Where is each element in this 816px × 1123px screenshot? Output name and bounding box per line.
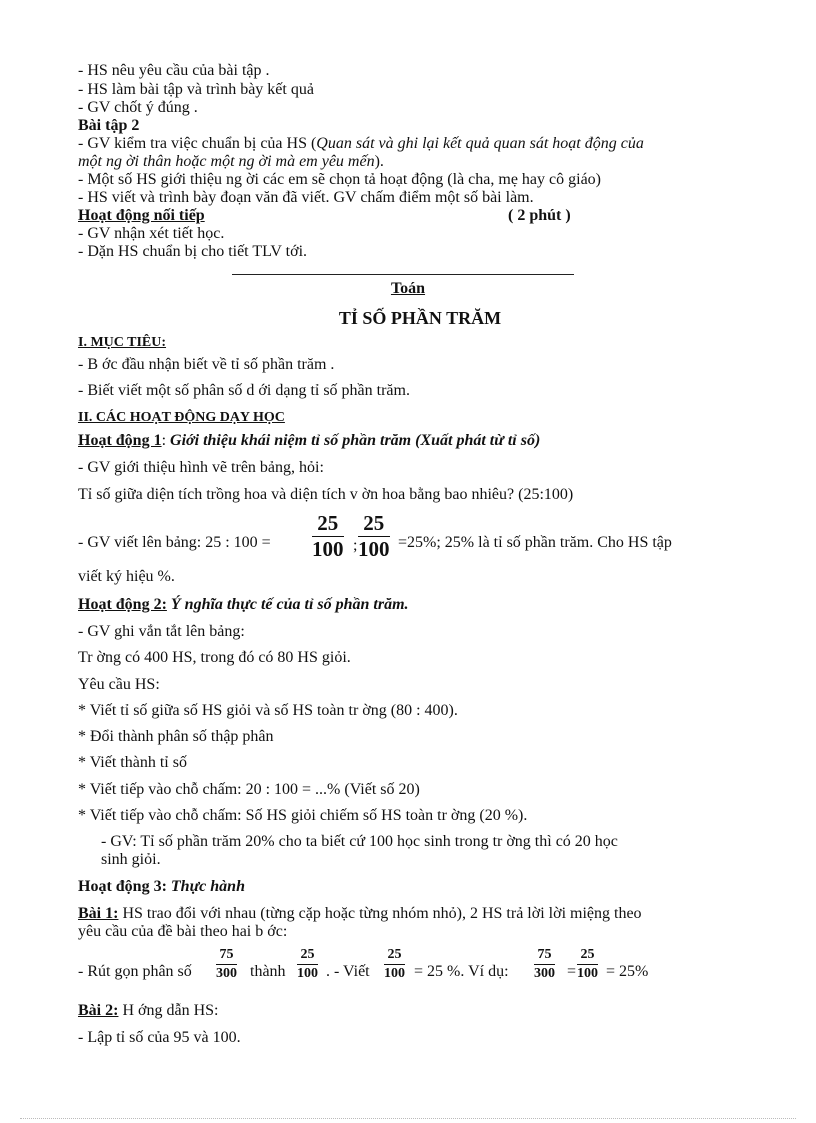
denominator: 100 [312,537,344,561]
text-segment: = 25% [606,963,649,980]
text-segment: - GV viết lên bảng: 25 : 100 = [78,534,271,551]
section-heading: II. CÁC HOẠT ĐỘNG DẠY HỌC [78,410,285,425]
text-segment: một ng ời thân hoặc một ng ời mà em yêu mến [78,153,375,170]
exercise-label: Bài 1: [78,905,119,922]
denominator: 300 [534,966,555,981]
text-segment: thành [250,963,286,980]
text-line [78,905,642,923]
text-segment: = [567,963,577,980]
denominator: 100 [577,966,598,981]
text-segment: H ớng dẫn HS: [118,1002,219,1019]
numerator: 25 [577,948,598,965]
text-line: - GV nhận xét tiết học. [78,225,225,242]
text-line: viết ký hiệu %. [78,568,175,585]
text-line: - Biết viết một số phân số d ới dạng tỉ số phần trăm. [78,382,410,399]
fraction [358,513,390,560]
activity-heading [78,596,409,614]
text-line [78,1002,218,1020]
numerator: 25 [358,513,390,537]
numerator: 25 [297,948,318,965]
page-bottom-border [20,1118,796,1119]
fraction [312,513,344,560]
text-segment: - GV kiểm tra việc chuẩn bị của HS ( [78,135,317,152]
text-line: - B ớc đầu nhận biết về tỉ số phần trăm . [78,356,335,373]
text-line: sinh giỏi. [101,851,161,868]
fraction [216,948,237,981]
text-line: - HS viết và trình bày đoạn văn đã viết. GV chấm điểm một số bài làm. [78,189,534,206]
text-line: - Lập tỉ số của 95 và 100. [78,1029,241,1046]
text-segment: ; [353,537,358,554]
numerator: 75 [534,948,555,965]
text-line: - HS làm bài tập và trình bày kết quả [78,81,314,98]
text-line: * Viết tiếp vào chỗ chấm: Số HS giỏi chiếm số HS toàn tr ờng (20 %). [78,807,528,824]
fraction [534,948,555,981]
denominator: 300 [216,966,237,981]
numerator: 25 [312,513,344,537]
activity-heading [78,878,245,896]
separator-line [232,274,574,275]
exercise-label: Bài 2: [78,1002,119,1019]
fraction [297,948,318,981]
activity-label: Hoạt động 2: [78,596,167,613]
activity-heading [78,432,540,450]
text-line [78,153,384,171]
text-segment: - Rút gọn phân số [78,963,192,980]
text-segment: : [161,432,171,449]
text-line: - GV: Tỉ số phần trăm 20% cho ta biết cứ 100 học sinh trong tr ờng thì có 20 học [101,833,618,850]
text-line: Yêu cầu HS: [78,676,160,693]
denominator: 100 [384,966,405,981]
activity-text: Ý nghĩa thực tế của tỉ số phần trăm. [166,596,409,613]
section-heading: I. MỤC TIÊU: [78,335,167,350]
fraction [384,948,405,981]
lesson-title: TỈ SỐ PHẦN TRĂM [338,308,502,328]
activity-heading: Hoạt động nối tiếp [78,207,205,224]
text-line: Tỉ số giữa diện tích trồng hoa và diện tích v ờn hoa bằng bao nhiêu? (25:100) [78,486,574,503]
activity-time: ( 2 phút ) [508,207,571,224]
text-line [78,135,644,153]
fraction [577,948,598,981]
text-line: * Viết thành tỉ số [78,754,187,771]
text-line: - GV giới thiệu hình vẽ trên bảng, hỏi: [78,459,324,476]
text-segment: = 25 %. Ví dụ: [414,963,509,980]
exercise-heading: Bài tập 2 [78,117,140,134]
activity-text: Thực hành [170,878,245,895]
text-line: - Dặn HS chuẩn bị cho tiết TLV tới. [78,243,308,260]
text-line: - GV ghi vắn tắt lên bảng: [78,623,245,640]
text-segment: HS trao đổi với nhau (từng cặp hoặc từng nhóm nhỏ), 2 HS trả lời lời miệng theo [118,905,642,922]
text-line: - HS nêu yêu cầu của bài tập . [78,62,270,79]
activity-label: Hoạt động 1 [78,432,162,449]
text-line: yêu cầu của đề bài theo hai b ớc: [78,923,288,940]
activity-text: Giới thiệu khái niệm tỉ số phần trăm (Xuất phát từ tỉ số) [170,432,541,449]
text-line: * Viết tiếp vào chỗ chấm: 20 : 100 = ...% (Viết số 20) [78,781,420,798]
text-segment: ). [374,153,384,170]
text-segment: =25%; 25% là tỉ số phần trăm. Cho HS tập [398,534,672,551]
text-line: * Đổi thành phân số thập phân [78,728,274,745]
text-segment: . - Viết [326,963,370,980]
text-line: * Viết tỉ số giữa số HS giỏi và số HS toàn tr ờng (80 : 400). [78,702,458,719]
text-line: - GV chốt ý đúng . [78,99,198,116]
numerator: 75 [216,948,237,965]
numerator: 25 [384,948,405,965]
activity-label: Hoạt động 3: [78,878,171,895]
text-segment: Quan sát và ghi lại kết quả quan sát hoạt động của [316,135,644,152]
text-line: - Một số HS giới thiệu ng ời các em sẽ chọn tả hoạt động (là cha, mẹ hay cô giáo) [78,171,602,188]
subject-title: Toán [390,280,426,297]
denominator: 100 [358,537,390,561]
denominator: 100 [297,966,318,981]
text-line: Tr ờng có 400 HS, trong đó có 80 HS giỏi. [78,649,351,666]
